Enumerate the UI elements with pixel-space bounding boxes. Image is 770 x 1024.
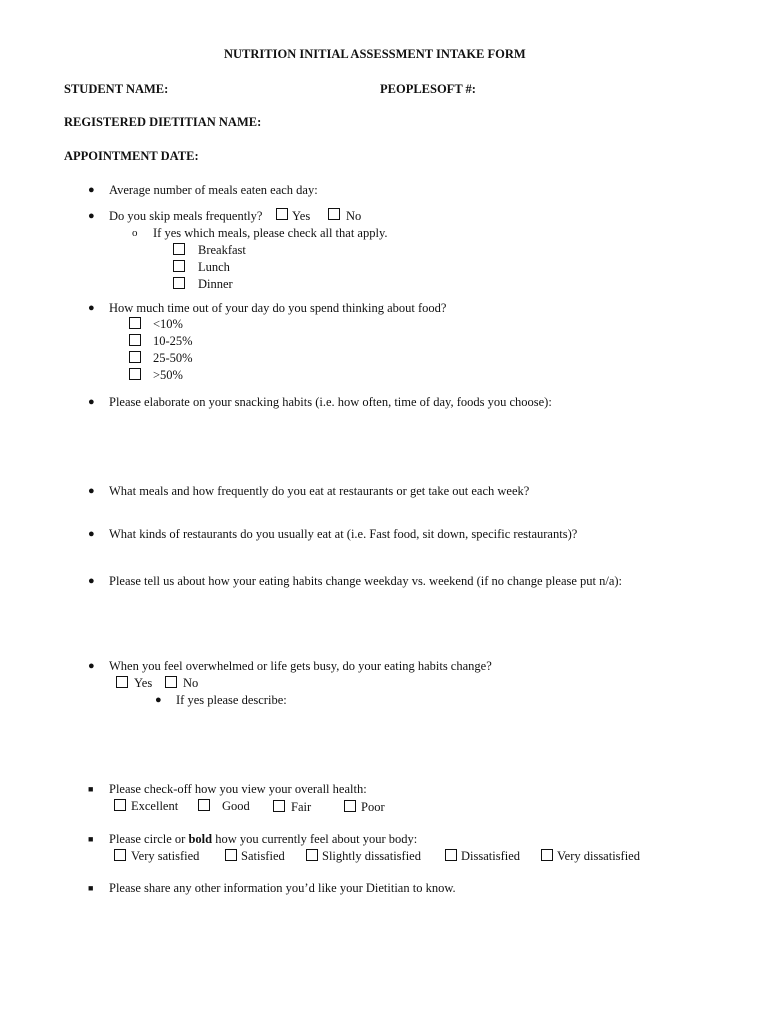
student-name-label: STUDENT NAME: [64,82,169,96]
dissatisfied-checkbox[interactable] [445,849,457,861]
q3-time-thinking-food: How much time out of your day do you spend thinking about food? [109,301,447,315]
excellent-label: Excellent [131,799,179,813]
q10-text-post: how you currently feel about your body: [212,832,418,846]
q8-yes-checkbox[interactable] [116,676,128,688]
dissatisfied-label: Dissatisfied [461,849,521,863]
bullet-icon: ● [88,210,95,222]
very-dissatisfied-checkbox[interactable] [541,849,553,861]
under-10-checkbox[interactable] [129,317,141,329]
q10-text-pre: Please circle or [109,832,189,846]
dinner-label: Dinner [198,277,233,291]
q8-sub-question: If yes please describe: [176,693,287,707]
q11-other-info: Please share any other information you’d like your Dietitian to know. [109,881,456,895]
lunch-label: Lunch [198,260,230,274]
lunch-checkbox[interactable] [173,260,185,272]
q4-snacking-habits: Please elaborate on your snacking habits (i.e. how often, time of day, foods you choose): [109,395,552,409]
10-25-checkbox[interactable] [129,334,141,346]
q7-weekday-weekend: Please tell us about how your eating habits change weekday vs. weekend (if no change please put n/a): [109,574,623,588]
q2-no-label: No [346,209,362,223]
good-label: Good [222,799,250,813]
circle-bullet-icon: o [132,227,138,239]
breakfast-label: Breakfast [198,243,246,257]
q2-no-checkbox[interactable] [328,208,340,220]
over-50-checkbox[interactable] [129,368,141,380]
square-bullet-icon: ■ [88,834,94,844]
q10-body-feeling [109,832,417,847]
slightly-dissatisfied-checkbox[interactable] [306,849,318,861]
25-50-checkbox[interactable] [129,351,141,363]
q6-restaurant-kinds: What kinds of restaurants do you usually eat at (i.e. Fast food, sit down, specific restaurants)? [109,527,578,541]
dinner-checkbox[interactable] [173,277,185,289]
square-bullet-icon: ■ [88,883,94,893]
q8-yes-label: Yes [134,676,153,690]
fair-label: Fair [291,800,312,814]
bullet-icon: ● [88,575,95,587]
fair-checkbox[interactable] [273,800,285,812]
over-50-label: >50% [153,368,183,382]
q2-sub-question: If yes which meals, please check all that apply. [153,226,388,240]
q8-overwhelmed: When you feel overwhelmed or life gets busy, do your eating habits change? [109,659,492,673]
10-25-label: 10-25% [153,334,193,348]
bullet-icon: ● [88,528,95,540]
satisfied-label: Satisfied [241,849,285,863]
poor-checkbox[interactable] [344,800,356,812]
25-50-label: 25-50% [153,351,193,365]
satisfied-checkbox[interactable] [225,849,237,861]
q2-yes-label: Yes [292,209,311,223]
dietitian-name-label: REGISTERED DIETITIAN NAME: [64,115,262,129]
under-10-label: <10% [153,317,183,331]
very-dissatisfied-label: Very dissatisfied [557,849,640,863]
bullet-icon: ● [88,485,95,497]
bullet-icon: ● [88,396,95,408]
peoplesoft-label: PEOPLESOFT #: [380,82,476,96]
bullet-icon: ● [88,184,95,196]
q10-text-bold: bold [188,832,213,846]
q5-restaurant-frequency: What meals and how frequently do you eat at restaurants or get take out each week? [109,484,530,498]
very-satisfied-label: Very satisfied [131,849,200,863]
slightly-dissatisfied-label: Slightly dissatisfied [322,849,421,863]
poor-label: Poor [361,800,385,814]
q1-meals-per-day: Average number of meals eaten each day: [109,183,318,197]
form-title: NUTRITION INITIAL ASSESSMENT INTAKE FORM [224,47,526,61]
bullet-icon: ● [88,660,95,672]
very-satisfied-checkbox[interactable] [114,849,126,861]
bullet-icon: ● [88,302,95,314]
bullet-icon: ● [155,694,162,706]
appointment-date-label: APPOINTMENT DATE: [64,149,199,163]
q9-overall-health: Please check-off how you view your overall health: [109,782,367,796]
q2-skip-meals: Do you skip meals frequently? [109,209,263,223]
q8-no-checkbox[interactable] [165,676,177,688]
excellent-checkbox[interactable] [114,799,126,811]
square-bullet-icon: ■ [88,784,94,794]
breakfast-checkbox[interactable] [173,243,185,255]
q2-yes-checkbox[interactable] [276,208,288,220]
good-checkbox[interactable] [198,799,210,811]
q8-no-label: No [183,676,199,690]
